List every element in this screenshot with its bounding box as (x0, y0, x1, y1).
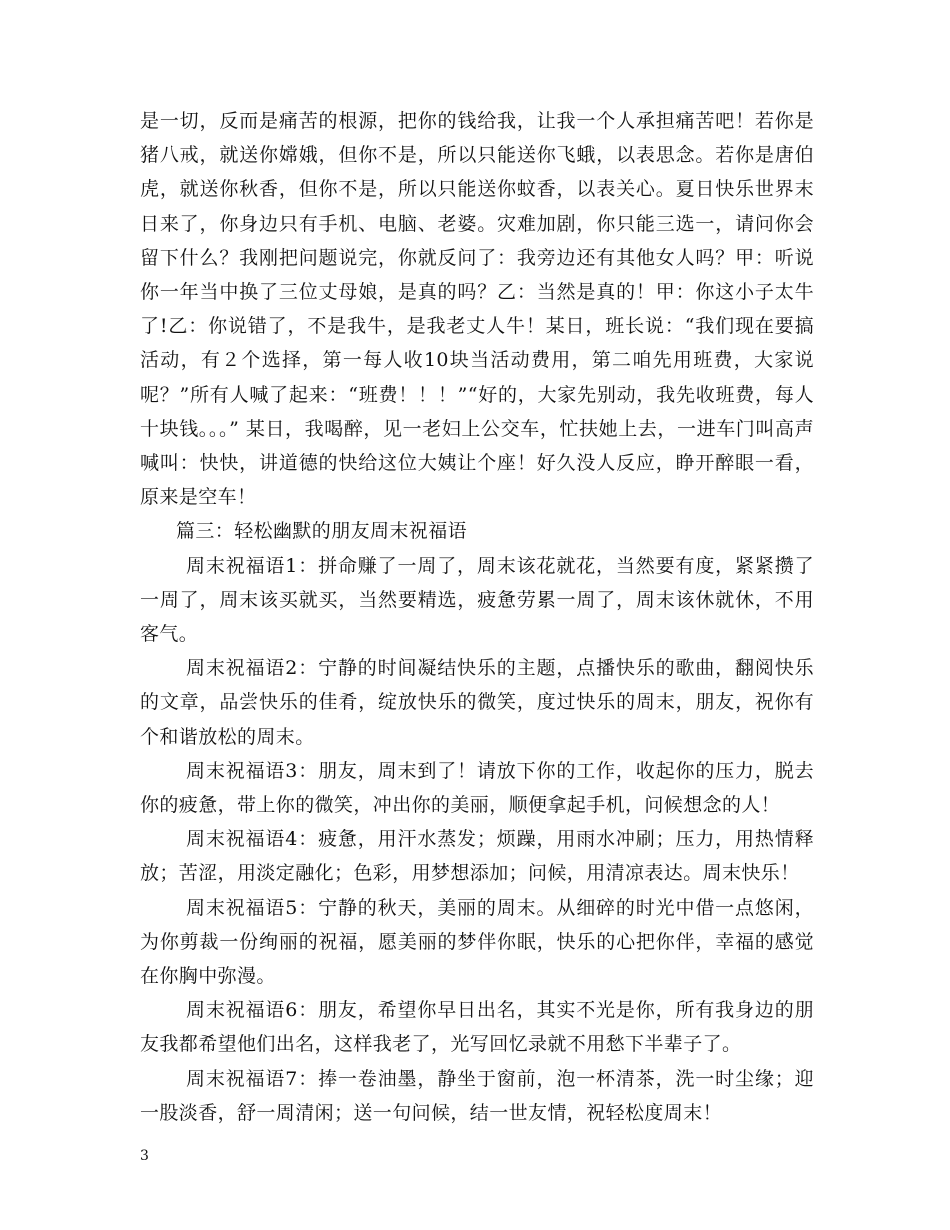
blessing-paragraph-2: 周末祝福语2：宁静的时间凝结快乐的主题，点播快乐的歌曲，翻阅快乐的文章，品尝快乐的佳肴，绽放快乐的微笑，度过快乐的周末，朋友，祝你有个和谐放松的周末。 (140, 657, 814, 748)
page-content (140, 104, 814, 1130)
section-heading: 篇三：轻松幽默的朋友周末祝福语 (176, 520, 468, 543)
blessing-paragraph-6: 周末祝福语6：朋友，希望你早日出名，其实不光是你，所有我身边的朋友我都希望他们出名，这样我老了，光写回忆录就不用愁下半辈子了。 (140, 999, 814, 1056)
blessing-paragraph-5: 周末祝福语5：宁静的秋天，美丽的周末。从细碎的时光中借一点悠闲，为你剪裁一份绚丽的祝福，愿美丽的梦伴你眠，快乐的心把你伴，幸福的感觉在你胸中弥漫。 (140, 896, 814, 988)
blessing-paragraph-1: 周末祝福语1：拼命赚了一周了，周末该花就花，当然要有度，紧紧攒了一周了，周末该买就买，当然要精选，疲惫劳累一周了，周末该休就休，不用客气。 (140, 554, 814, 646)
page-number: 3 (140, 1148, 149, 1164)
blessing-paragraph-3: 周末祝福语3：朋友，周末到了！请放下你的工作，收起你的压力，脱去你的疲惫，带上你的微笑，冲出你的美丽，顺便拿起手机，问候想念的人！ (140, 759, 814, 817)
blessing-paragraph-7: 周末祝福语7：捧一卷油墨，静坐于窗前，泡一杯清茶，洗一时尘缘；迎一股淡香，舒一周清闲；送一句问候，结一世友情，祝轻松度周末！ (140, 1067, 814, 1124)
blessing-paragraph-4: 周末祝福语4：疲惫，用汗水蒸发；烦躁，用雨水冲刷；压力，用热情释放；苦涩，用淡定融化；色彩，用梦想添加；问候，用清凉表达。周末快乐！ (140, 828, 814, 885)
continuation-paragraph: 是一切，反而是痛苦的根源，把你的钱给我，让我一个人承担痛苦吧！若你是猪八戒，就送你嫦娥，但你不是，所以只能送你飞蛾，以表思念。若你是唐伯虎，就送你秋香，但你不是，所以只能送你蚊香，以表关心。夏日快乐世界末日来了，你身边只有手机、电脑、老婆。灾难加剧，你只能三选一，请问你会留下什么？我刚把问题说完，你就反问了：我旁边还有其他女人吗？甲：听说你一年当中换了三位丈母娘，是真的吗？乙：当然是真的！甲：你这小子太牛了!乙：你说错了，不是我牛，是我老丈人牛！某日，班长说：“我们现在要搞活动，有２个选择，第一每人收10块当活动费用，第二咱先用班费，大家说呢？”所有人喊了起来：“班费！！！”“好的，大家先别动，我先收班费，每人十块钱。。。” 某日，我喝醉，见一老妇上公交车，忙扶她上去，一进车门叫高声喊叫：快快，讲道德的快给这位大姨让个座！好久没人反应，睁开醉眼一看，原来是空车！ (140, 110, 814, 509)
